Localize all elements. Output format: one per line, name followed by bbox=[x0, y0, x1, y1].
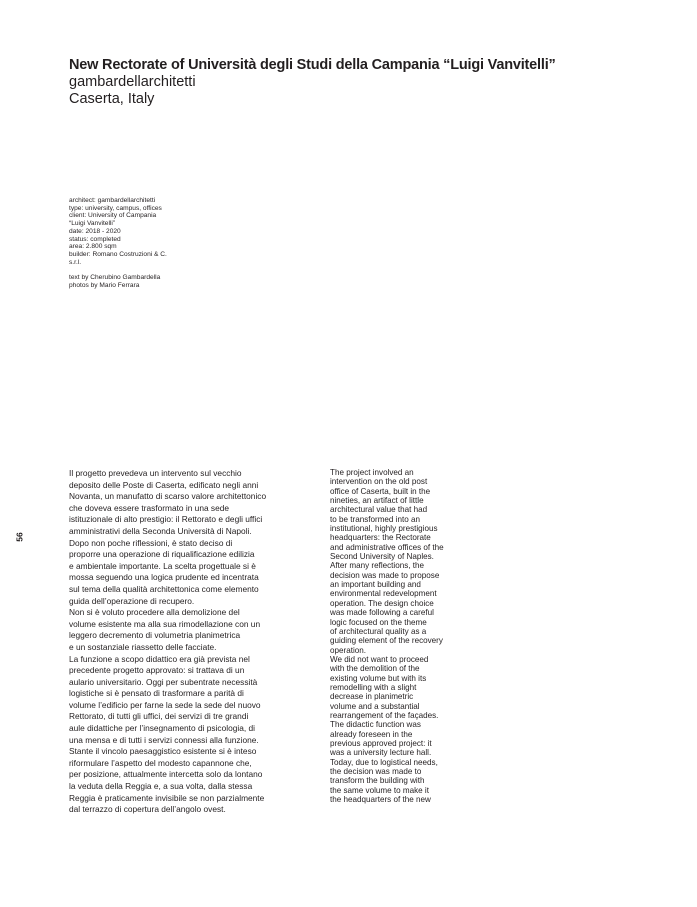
english-text-column bbox=[330, 468, 465, 804]
text-line: environmental redevelopment bbox=[330, 589, 437, 599]
text-line: and administrative offices of the bbox=[330, 542, 444, 552]
text-line: headquarters: the Rectorate bbox=[330, 533, 431, 543]
photo-credit: photos by Mario Ferrara bbox=[69, 281, 140, 289]
text-line: office of Caserta, built in the bbox=[330, 486, 431, 496]
credit-line: status: completed bbox=[69, 235, 121, 243]
text-line: aulario universitario. Oggi per subentrate necessità bbox=[69, 676, 258, 687]
text-line: rearrangement of the façades. bbox=[330, 710, 439, 720]
text-line: of architectural quality as a bbox=[330, 626, 427, 636]
text-line: Second University of Naples. bbox=[330, 552, 434, 562]
text-line: We did not want to proceed bbox=[330, 654, 429, 664]
text-line: architectural value that had bbox=[330, 505, 428, 515]
text-line: already foreseen in the bbox=[330, 729, 413, 739]
text-line: intervention on the old post bbox=[330, 477, 428, 487]
text-line: istituzionale di alto prestigio: il Rettorato e degli uffici bbox=[69, 514, 263, 525]
text-line: e un sostanziale riassetto delle facciate. bbox=[69, 641, 217, 652]
credits-spacer bbox=[69, 266, 229, 274]
credit-line: “Luigi Vanvitelli” bbox=[69, 220, 116, 228]
credit-line: date: 2018 - 2020 bbox=[69, 227, 121, 235]
text-line: existing volume but with its bbox=[330, 673, 427, 683]
project-credits bbox=[69, 197, 229, 289]
text-line: Rettorato, di tutti gli uffici, dei servizi di tre grandi bbox=[69, 711, 249, 722]
credit-line: s.r.l. bbox=[69, 258, 82, 266]
text-line: aule didattiche per l’insegnamento di psicologia, di bbox=[69, 723, 255, 734]
italian-paragraphs bbox=[69, 468, 309, 816]
text-line: Today, due to logistical needs, bbox=[330, 757, 438, 767]
text-line: riformulare l’aspetto del modesto capannone che, bbox=[69, 757, 252, 768]
text-line: la veduta della Reggia e, a sua volta, dalla stessa bbox=[69, 781, 253, 792]
italian-text-column bbox=[69, 468, 309, 816]
text-line: The project involved an bbox=[330, 468, 414, 477]
text-line: precedente progetto approvato: si trattava di un bbox=[69, 665, 245, 676]
credit-line: area: 2.800 sqm bbox=[69, 243, 117, 251]
text-line: sul tema della qualità architettonica come elemento bbox=[69, 583, 259, 594]
text-line: decision was made to propose bbox=[330, 570, 440, 580]
text-line: proporre una operazione di riqualificazione edilizia bbox=[69, 549, 255, 560]
text-line: deposito delle Poste di Caserta, edificato negli anni bbox=[69, 479, 259, 490]
text-line: Non si è voluto procedere alla demolizione del bbox=[69, 607, 240, 618]
credit-line: architect: gambardellarchitetti bbox=[69, 197, 156, 204]
text-line: logistiche si è pensato di trasformare a parità di bbox=[69, 688, 244, 699]
text-line: leggero decremento di volumetria planimetrica bbox=[69, 630, 241, 641]
text-line: institutional, highly prestigious bbox=[330, 524, 438, 534]
text-line: guida dell’operazione di recupero. bbox=[69, 595, 195, 606]
article-header bbox=[69, 56, 629, 108]
text-line: remodelling with a slight bbox=[330, 682, 417, 692]
text-line: Il progetto prevedeva un intervento sul vecchio bbox=[69, 468, 242, 478]
text-line: an important building and bbox=[330, 580, 421, 590]
english-paragraphs bbox=[330, 468, 465, 804]
text-line: una mensa e di tutti i servizi connessi alla funzione. bbox=[69, 734, 259, 745]
text-line: operation. bbox=[330, 645, 366, 655]
text-line: was made following a careful bbox=[330, 608, 434, 618]
text-line: Stante il vincolo paesaggistico esistente si è inteso bbox=[69, 746, 257, 757]
text-line: nineties, an artifact of little bbox=[330, 496, 424, 506]
text-line: e ambientale importante. La scelta progettuale si è bbox=[69, 560, 256, 571]
text-line: volume esistente ma alla sua rimodellazione con un bbox=[69, 618, 261, 629]
text-line: The didactic function was bbox=[330, 720, 421, 730]
architect-name: gambardellarchitetti bbox=[69, 74, 196, 90]
text-line: the headquarters of the new bbox=[330, 795, 431, 805]
text-line: Novanta, un manufatto di scarso valore architettonico bbox=[69, 491, 267, 502]
text-line: with the demolition of the bbox=[330, 664, 420, 674]
text-line: mossa seguendo una logica prudente ed incentrata bbox=[69, 572, 259, 583]
credit-line: builder: Romano Costruzioni & C. bbox=[69, 250, 167, 258]
credit-line: type: university, campus, offices bbox=[69, 204, 162, 212]
text-line: volume l’edificio per farne la sede la sede del nuovo bbox=[69, 699, 261, 710]
text-author: text by Cherubino Gambardella bbox=[69, 274, 161, 282]
credit-line: client: University of Campania bbox=[69, 212, 157, 220]
text-line: to be transformed into an bbox=[330, 514, 420, 524]
text-line: La funzione a scopo didattico era già prevista nel bbox=[69, 653, 250, 664]
text-line: After many reflections, the bbox=[330, 561, 425, 571]
text-line: the decision was made to bbox=[330, 767, 422, 776]
text-line: dal terrazzo di copertura dell’angolo ovest. bbox=[69, 804, 226, 815]
article-title: New Rectorate of Università degli Studi della Campania “Luigi Vanvitelli” bbox=[69, 57, 556, 73]
text-line: logic focused on the theme bbox=[330, 617, 427, 627]
text-line: previous approved project: it bbox=[330, 738, 432, 748]
project-location: Caserta, Italy bbox=[69, 91, 155, 107]
text-line: decrease in planimetric bbox=[330, 692, 414, 702]
text-line: the same volume to make it bbox=[330, 785, 429, 795]
text-line: operation. The design choice bbox=[330, 598, 434, 608]
text-line: per posizione, attualmente intercetta solo da lontano bbox=[69, 769, 263, 780]
page-number: 56 bbox=[14, 532, 25, 542]
text-line: was a university lecture hall. bbox=[330, 748, 432, 758]
text-line: amministrativi della Seconda Università di Napoli. bbox=[69, 525, 252, 536]
text-line: Reggia è praticamente invisibile se non parzialmente bbox=[69, 792, 265, 803]
text-line: transform the building with bbox=[330, 776, 425, 786]
text-line: che doveva essere trasformato in una sede bbox=[69, 502, 230, 513]
text-line: Dopo non poche riflessioni, è stato deciso di bbox=[69, 537, 233, 548]
text-line: guiding element of the recovery bbox=[330, 636, 443, 646]
text-line: volume and a substantial bbox=[330, 701, 420, 711]
